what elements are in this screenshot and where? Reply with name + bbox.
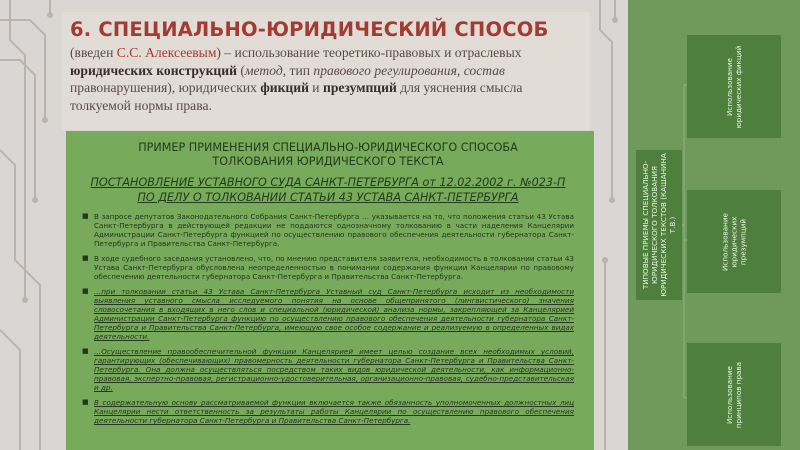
desc-term-composition: состав	[463, 62, 505, 78]
desc-term-regulation: правового регулирования	[313, 62, 457, 78]
diagram-root-label: ТИПОВЫЕ ПРИЕМЫ СПЕЦИАЛЬНО-ЮРИДИЧЕСКОГО ТОЛКОВАНИЯ ЮРИДИЧЕСКИХ ТЕКСТОВ (КАШАНИНА Т.В.)	[641, 153, 677, 297]
list-item-text: …Осуществление правообеспечительной функции Канцелярией имеет целью создание всех необходимых условий, гарантирующих (обеспечивающих) правомерность деятельности губернатора Санкт-Петербурга и Правительства Санкт-Петербурга. Она должна осуществляться посредством таких видов юридической деятельности, как информационно-правовая, экспертно-правовая, регистрационно-удостоверительная, организационно-правовая, судебно-представительская и др.	[94, 347, 574, 392]
bullet-marker-icon: ■	[82, 398, 89, 406]
desc-text: ,	[456, 62, 464, 78]
desc-term-constructions: юридических конструкций	[70, 62, 237, 78]
desc-text: (	[236, 62, 245, 78]
list-item	[82, 398, 574, 425]
bullet-marker-icon: ■	[82, 347, 89, 355]
diagram-node-label: Использование принципов права	[725, 361, 743, 428]
example-heading: ПРИМЕР ПРИМЕНЕНИЯ СПЕЦИАЛЬНО-ЮРИДИЧЕСКОГО СПОСОБА ТОЛКОВАНИЯ ЮРИДИЧЕСКОГО ТЕКСТА	[138, 141, 518, 168]
diagram-node-presumptions	[687, 190, 781, 293]
diagram-node-label: Использование юридических фикций	[725, 45, 743, 128]
example-bullet-list	[82, 212, 574, 425]
desc-term-fictions: фикций	[260, 80, 309, 95]
diagram-root-node	[636, 150, 682, 300]
example-subheading: ПОСТАНОВЛЕНИЕ УСТАВНОГО СУДА САНКТ-ПЕТЕРБУРГА от 12.02.2002 г. №023-П ПО ДЕЛУ О ТОЛКОВАНИИ СТАТЬИ 43 УСТАВА САНКТ-ПЕТЕРБУРГА	[90, 176, 566, 204]
list-item	[82, 212, 574, 248]
list-item-text: …при толковании статьи 43 Устава Санкт-Петербурга Уставный суд Санкт-Петербурга исходит из необходимости выявления уставного смысла исследуемого понятия на основе общепринятого (лингвистического) значения словосочетания в входящих в него слов и специальной (юридической) анализа нормы, закрепляющей за Канцелярией Администрации Санкт-Петербурга функцию по осуществлению правового обеспечения деятельности губернатора Санкт-Петербурга и Правительства Санкт-Петербурга, имеющую свое особое содержание и реализуемую в определенных видах деятельности.	[94, 287, 574, 341]
desc-text: , тип	[282, 62, 314, 78]
desc-term-presumptions: презумпций	[322, 80, 397, 95]
bullet-marker-icon: ■	[82, 212, 89, 220]
desc-text: и	[308, 80, 323, 95]
desc-term-method: метод	[244, 62, 283, 78]
desc-text: (введен	[70, 45, 117, 60]
list-item-text: В ходе судебного заседания установлено, что, по мнению представителя заявителя, необходимость в толковании статьи 43 Устава Санкт-Петербурга обусловлена неопределенностью в понимании содержания функции Канцелярии по правовому обеспечению деятельности губернатора Санкт-Петербурга и Правительства Санкт-Петербурга.	[94, 254, 574, 281]
bullet-marker-icon: ■	[82, 254, 89, 262]
diagram-node-principles	[687, 343, 781, 446]
title-panel	[62, 12, 590, 130]
diagram-node-fictions	[687, 35, 781, 138]
slide-description	[70, 44, 580, 114]
list-item	[82, 287, 574, 341]
slide-title: 6. СПЕЦИАЛЬНО-ЮРИДИЧЕСКИЙ СПОСОБ	[70, 18, 549, 41]
diagram-node-label: Использование юридических презумпций	[720, 212, 748, 271]
desc-text: ) – использование теоретико-правовых и отраслевых	[216, 45, 522, 60]
list-item	[82, 347, 574, 392]
desc-text: для уяснения смысла толкуемой нормы права.	[70, 80, 523, 113]
example-panel	[66, 131, 594, 450]
desc-author: С.С. Алексеевым	[116, 45, 217, 60]
list-item-text: В содержательную основу рассматриваемой функции включается также обязанность уполномоченных должностных лиц Канцелярии нести ответственность за результаты работы Канцелярии по осуществлению правового обеспечения деятельности губернатора Санкт-Петербурга и Правительства Санкт-Петербурга.	[94, 398, 574, 425]
bullet-marker-icon: ■	[82, 287, 89, 295]
list-item	[82, 254, 574, 281]
desc-text: правонарушения), юридических	[70, 80, 261, 95]
list-item-text: В запросе депутатов Законодательного Собрания Санкт-Петербурга … указывается на то, что положения статьи 43 Устава Санкт-Петербурга в действующей редакции не поддаются однозначному толкованию в части наделения Канцелярии Администрации Санкт-Петербурга функцией по осуществлению правового обеспечения деятельности губернатора Санкт-Петербурга и Правительства Санкт-Петербурга.	[94, 212, 574, 248]
